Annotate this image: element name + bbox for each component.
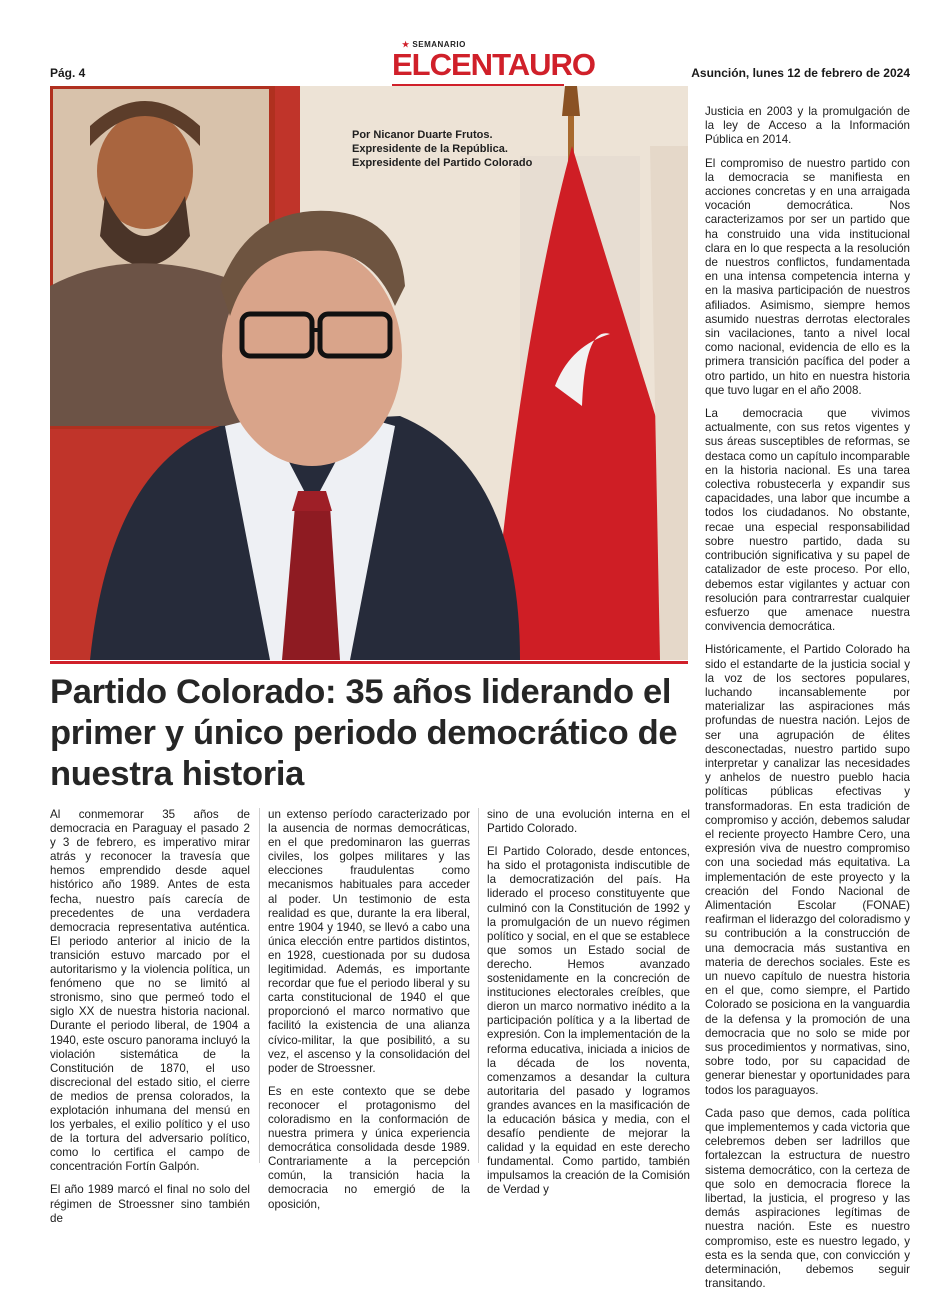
byline [352, 128, 532, 170]
paragraph: La democracia que vivimos actualmente, con sus retos vigentes y sus áreas susceptibles de reformas, se destaca como un capítulo incomparable en la historia nacional. Es una tarea colectiva robustecerla y expandir sus capacidades, una labor que incumbe a todos los ciudadanos. No obstante, recae una especial responsabilidad sobre nuestro partido, dada su contribución significativa y su papel de catalizador de este proceso. Por ello, debemos estar vigilantes y actuar con resolución para contrarrestar cualquier esfuerzo que amenace nuestra convivencia democrática. [705, 407, 910, 634]
masthead-logo[interactable] [392, 40, 595, 86]
portrait-illustration [50, 86, 688, 660]
paragraph: Justicia en 2003 y la promulgación de la ley de Acceso a la Información Pública en 2014. [705, 105, 910, 147]
photo-divider [50, 661, 688, 664]
article-column-1 [50, 808, 250, 1235]
masthead-subtitle: ★ SEMANARIO [402, 40, 466, 49]
portrait-photo [50, 86, 688, 660]
issue-date: Asunción, lunes 12 de febrero de 2024 [691, 66, 910, 80]
article-column-3 [487, 808, 690, 1207]
paragraph: Históricamente, el Partido Colorado ha sido el estandarte de la justicia social y la voz de los sectores populares, luchando incansablemente por materializar las aspiraciones más profundas de nuestra nación. Lejos de ser una agrupación de élites desconectadas, nuestro partido supo interpretar y canalizar las necesidades y anhelos de nuestro pueblo hacia políticas públicas efectivas y transformadoras. En esta tradición de compromiso y acción, debemos saludar el reciente proyecto Hambre Cero, una expresión viva de nuestro compromiso con una sociedad más equitativa. La implementación de este proyecto y la creación del Fondo Nacional de Alimentación Escolar (FONAE) reafirman el liderazgo del coloradismo y su contribución a la construcción de una democracia más sustantiva en materia de derechos sociales. Este es un nuevo capítulo de nuestra historia en el que, como siempre, el Partido Colorado se posiciona en la vanguardia de la defensa y la promoción de una democracia que no solo se mide por sus procedimientos y normativas, sino, sobre todo, por su capacidad de generar bienestar y oportunidades para todos los paraguayos. [705, 643, 910, 1097]
article-column-2 [268, 808, 470, 1221]
paragraph: El Partido Colorado, desde entonces, ha sido el protagonista indiscutible de la democratización del país. Ha liderado el proceso constituyente que culminó con la Constitución de 1992 y la promulgación de un nuevo régimen político y social, en el que se establece que somos un Estado social de derecho. Hemos avanzado sostenidamente en la concreción de instituciones electorales creíbles, que dieron un marco normativo inédito a la participación política y a la libertad de expresión. Con la implementación de la reforma educativa, iniciada a inicios de la década de los noventa, comenzamos a desandar la cultura autoritaria del pasado y logramos grandes avances en la masificación de la educación básica y media, con el desafío pendiente de mejorar la calidad y la equidad en este derecho fundamental. Como partido, también impulsamos la creación de la Comisión de Verdad y [487, 845, 691, 1197]
paragraph: un extenso período caracterizado por la ausencia de normas democráticas, en el que predominaron las guerras civiles, los golpes militares y las elecciones fraudulentas como mecanismos habituales para acceder al poder. Un testimonio de esta realidad es que, durante la era liberal, entre 1904 y 1940, se llevó a cabo una única elección entre partidos distintos, en 1928, cuestionada por su dudosa legitimidad. Además, es importante recordar que fue el periodo liberal y su carta constitucional de 1940 el que proporcionó el marco normativo que facilitó la existencia de una alianza cívico-militar, la que posibilitó, a su vez, el ascenso y la consolidación del poder de Stroessner. [268, 808, 470, 1075]
paragraph: Al conmemorar 35 años de democracia en Paraguay el pasado 2 y 3 de febrero, es imperativo mirar atrás y reconocer la travesía que hemos emprendido desde aquel histórico año 1989. Antes de esta fecha, nuestro país carecía de precedentes de una verdadera democracia representativa auténtica. El periodo anterior al inicio de la transición estuvo marcado por el autoritarismo y la violencia política, un fenómeno que no se limitó al stronismo, sino que permeó todo el siglo XX de nuestra historia nacional. Durante el periodo liberal, de 1904 a 1940, este oscuro panorama incluyó la violación sistemática de la Constitución de 1870, el uso discrecional del estado sitio, el cierre de medios de prensa colorados, la explotación inhumana del mensú en los yerbales, el exilio político y el uso de la tortura del adversario político, como lo certifica el campo de concentración Fortín Galpón. [50, 808, 250, 1174]
article-column-4 [705, 105, 910, 1300]
paragraph: El año 1989 marcó el final no solo del régimen de Stroessner sino también de [50, 1183, 250, 1225]
paragraph: Cada paso que demos, cada política que implementemos y cada victoria que celebremos deben ser ladrillos que fortalezcan la estructura de nuestro sistema democrático, con la certeza de que solo en democracia florece la libertad, la justicia, el progreso y las demás aspiraciones legítimas de nuestra nación. Este es nuestro compromiso, este es nuestro legado, y esta es la senda que, con convicción y determinación, debemos seguir transitando. [705, 1106, 910, 1291]
masthead-title: ELCENTAURO [392, 47, 595, 82]
article-headline: Partido Colorado: 35 años liderando el primer y único periodo democrático de nuestra historia [50, 673, 678, 793]
column-divider [259, 808, 260, 1163]
paragraph: El compromiso de nuestro partido con la democracia se manifiesta en acciones concretas y en una arraigada vocación democrática. Nos caracterizamos por ser un partido que ha construido una vida institucional clara en lo que respecta a la resolución de nuestros conflictos, fundamentada en una intensa competencia interna y en la masiva participación de nuestros afiliados. Asimismo, siempre hemos asumido nuestras derrotas electorales sin vacilaciones, tanto a nivel local como nacional, evidencia de ello es la primera transición pacífica del poder a otro partido, un hito en nuestra historia que tuvo lugar en el año 2008. [705, 156, 910, 397]
paragraph: sino de una evolución interna en el Partido Colorado. [487, 808, 690, 836]
paragraph: Es en este contexto que se debe reconocer el protagonismo del coloradismo en la conformación de nuestra primera y única experiencia democrática consolidada desde 1989. Contrariamente a la percepción común, la transición hacia la democracia no emergió de la oposición, [268, 1084, 470, 1211]
column-divider [478, 808, 479, 1163]
byline-title-2: Expresidente del Partido Colorado [352, 157, 533, 169]
page-number: Pág. 4 [50, 66, 86, 80]
star-icon: ★ [402, 40, 410, 49]
byline-author: Por Nicanor Duarte Frutos. [352, 129, 493, 141]
byline-title-1: Expresidente de la República. [352, 143, 508, 155]
flag-finial [562, 86, 580, 116]
